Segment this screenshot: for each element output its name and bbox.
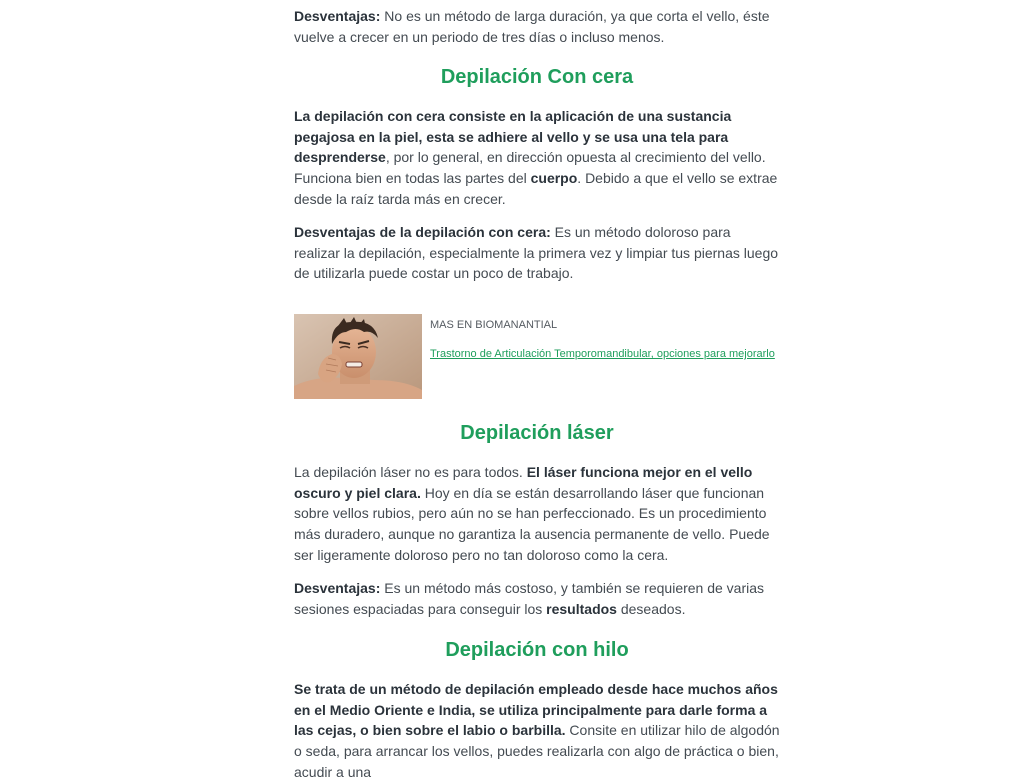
cera-description-bold: La depilación con cera consiste en la aplicación de una sustancia pegajosa en la piel, esta se adhiere al vello y se usa una tela para desprenderse: [294, 108, 732, 166]
laser-resultados-link-text: resultados: [546, 600, 617, 617]
cera-description-text-a: , por lo general, en dirección opuesta al crecimiento del vello. Funciona bien en todas las partes del: [294, 149, 766, 187]
laser-disadvantages-text-a: Es un método más costoso, y también se requieren de varias sesiones espaciadas para conseguir los: [294, 580, 765, 617]
intro-disadvantages-text: No es un método de larga duración, ya que corta el vello, éste vuelve a crecer en un periodo de tres días o incluso menos.: [294, 8, 770, 45]
promo-article-link[interactable]: Trastorno de Articulación Temporomandibular, opciones para mejorarlo: [430, 348, 775, 360]
cera-disadvantages-paragraph: [294, 222, 780, 284]
laser-disadvantages-label: Desventajas:: [294, 580, 381, 596]
laser-description-text-a: La depilación láser no es para todos.: [294, 464, 527, 480]
cera-cuerpo-link-text: cuerpo: [530, 170, 578, 187]
hilo-description-bold: Se trata de un método de depilación empleado desde hace muchos años en el Medio Oriente e India, se utiliza principalmente para darle forma a las cejas, o bien sobre el labio o barbilla.: [294, 681, 778, 739]
promo-kicker: MAS EN BIOMANANTIAL: [430, 319, 558, 331]
intro-disadvantages-paragraph: [294, 6, 780, 47]
laser-description-text-b: Hoy en día se están desarrollando láser que funcionan sobre vellos rubios, pero aún no se han perfeccionado. Es un procedimiento más duradero, aunque no garantiza la ausencia permanente de vello. Puede ser ligeramente doloroso pero no tan doloroso como la cera.: [294, 484, 770, 563]
laser-disadvantages-text-b: deseados.: [616, 600, 686, 617]
man-jaw-pain-photo[interactable]: [294, 314, 422, 399]
heading-depilacion-laser: Depilación láser: [460, 422, 614, 444]
cera-description-paragraph: [294, 106, 780, 210]
heading-depilacion-hilo: Depilación con hilo: [445, 639, 629, 661]
intro-disadvantages-label: Desventajas:: [294, 8, 381, 24]
laser-description-bold: El láser funciona mejor en el vello oscuro y piel clara.: [294, 464, 753, 501]
cera-disadvantages-text: Es un método doloroso para realizar la depilación, especialmente la primera vez y limpiar tus piernas luego de utilizarla puede costar un poco de trabajo.: [294, 224, 779, 282]
cera-description-text-b: . Debido a que el vello se extrae desde la raíz tarda más en crecer.: [294, 170, 778, 207]
laser-disadvantages-paragraph: [294, 578, 780, 619]
hilo-description-paragraph: [294, 679, 780, 783]
hilo-description-text: Consite en utilizar hilo de algodón o seda, para arrancar los vellos, puedes realizarla con algo de práctica o bien, acudir a una: [294, 722, 780, 780]
cera-disadvantages-label: Desventajas de la depilación con cera:: [294, 224, 551, 240]
related-article-promo[interactable]: [294, 314, 780, 399]
laser-description-paragraph: [294, 462, 780, 566]
heading-depilacion-cera: Depilación Con cera: [440, 66, 634, 88]
